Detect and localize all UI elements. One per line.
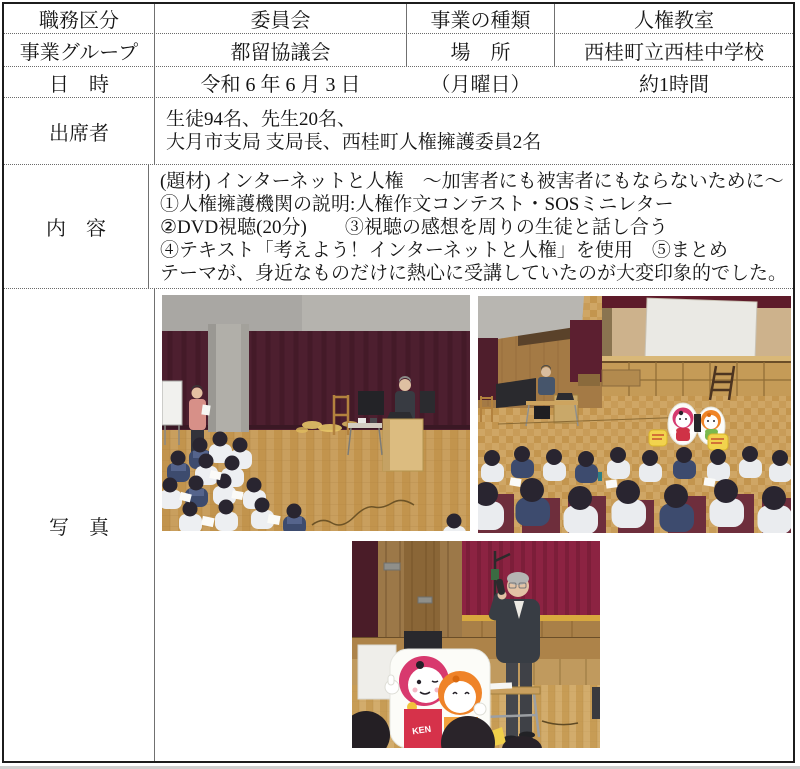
table-row-date (4, 67, 793, 98)
side-curtain-left (478, 338, 498, 400)
photo-lecture-hall-left (162, 295, 470, 531)
projector-screen (645, 298, 757, 362)
content-line: (題材) インターネットと人権 ～加害者にも被害者にもならないために～ (159, 171, 784, 192)
cell-duration-value: 約1時間 (639, 73, 709, 96)
side-curtain-dark (352, 541, 378, 637)
content-line: ②DVD視聴(20分) ③視聴の感想を周りの生徒と話し合う (159, 217, 668, 238)
content-line: ①人権擁護機関の説明:人権作文コンテスト・SOSミニレター (159, 194, 674, 215)
tv-monitor (358, 391, 384, 415)
cell-business-group-value: 都留協議会 (155, 34, 407, 66)
table-row-photos (4, 289, 793, 761)
cell-location-label: 場 所 (407, 34, 555, 66)
table-row-content (4, 165, 793, 289)
event-report-table (2, 2, 795, 763)
photo-audience-stage-right (478, 296, 791, 533)
wood-wall (378, 541, 462, 637)
cell-date-value: 令和 6 年 6 月 3 日 (200, 73, 361, 96)
cell-attendees-label: 出席者 (4, 98, 155, 164)
attendees-text (155, 98, 793, 164)
concrete-pillar (208, 324, 249, 432)
content-line: テーマが、身近なものだけに熱心に受講していたのが大変印象的でした。 (159, 263, 787, 284)
cell-photos-label: 写 真 (4, 289, 155, 761)
attendees-line: 生徒94名、先生20名、 (166, 109, 357, 130)
cell-job-category-value: 委員会 (155, 4, 407, 33)
cell-business-group-label: 事業グループ (4, 34, 155, 66)
table-row-job-category (4, 4, 793, 34)
cell-weekday-value: （月曜日） (430, 73, 531, 96)
mascot-ken-text: KEN (411, 723, 432, 737)
step-block (578, 374, 600, 386)
stage-steps (602, 370, 640, 386)
content-text (149, 165, 793, 288)
table-row-attendees (4, 98, 793, 165)
photos-area (155, 289, 793, 761)
lectern-podium (383, 412, 423, 471)
cell-business-type-value: 人権教室 (634, 10, 714, 32)
cell-business-type-label: 事業の種類 (407, 4, 555, 33)
equipment-edge (592, 687, 600, 719)
photo-speaker-closeup (352, 541, 600, 748)
cell-job-category-label: 職務区分 (4, 4, 155, 33)
yellow-sign (708, 434, 728, 450)
table-row-business-group (4, 34, 793, 67)
equipment-panel (420, 391, 435, 413)
side-curtain-center (570, 320, 602, 382)
attendees-line: 大月市支局 支局長、西桂町人権擁護委員2名 (166, 132, 542, 153)
content-line: ④テキスト「考えよう！インターネットと人権」を使用 ⑤まとめ (159, 240, 728, 261)
cell-location-value: 西桂町立西桂中学校 (584, 41, 764, 64)
cell-date-label: 日 時 (4, 67, 155, 97)
cell-content-label: 内 容 (4, 165, 149, 288)
yellow-sign (649, 430, 667, 446)
